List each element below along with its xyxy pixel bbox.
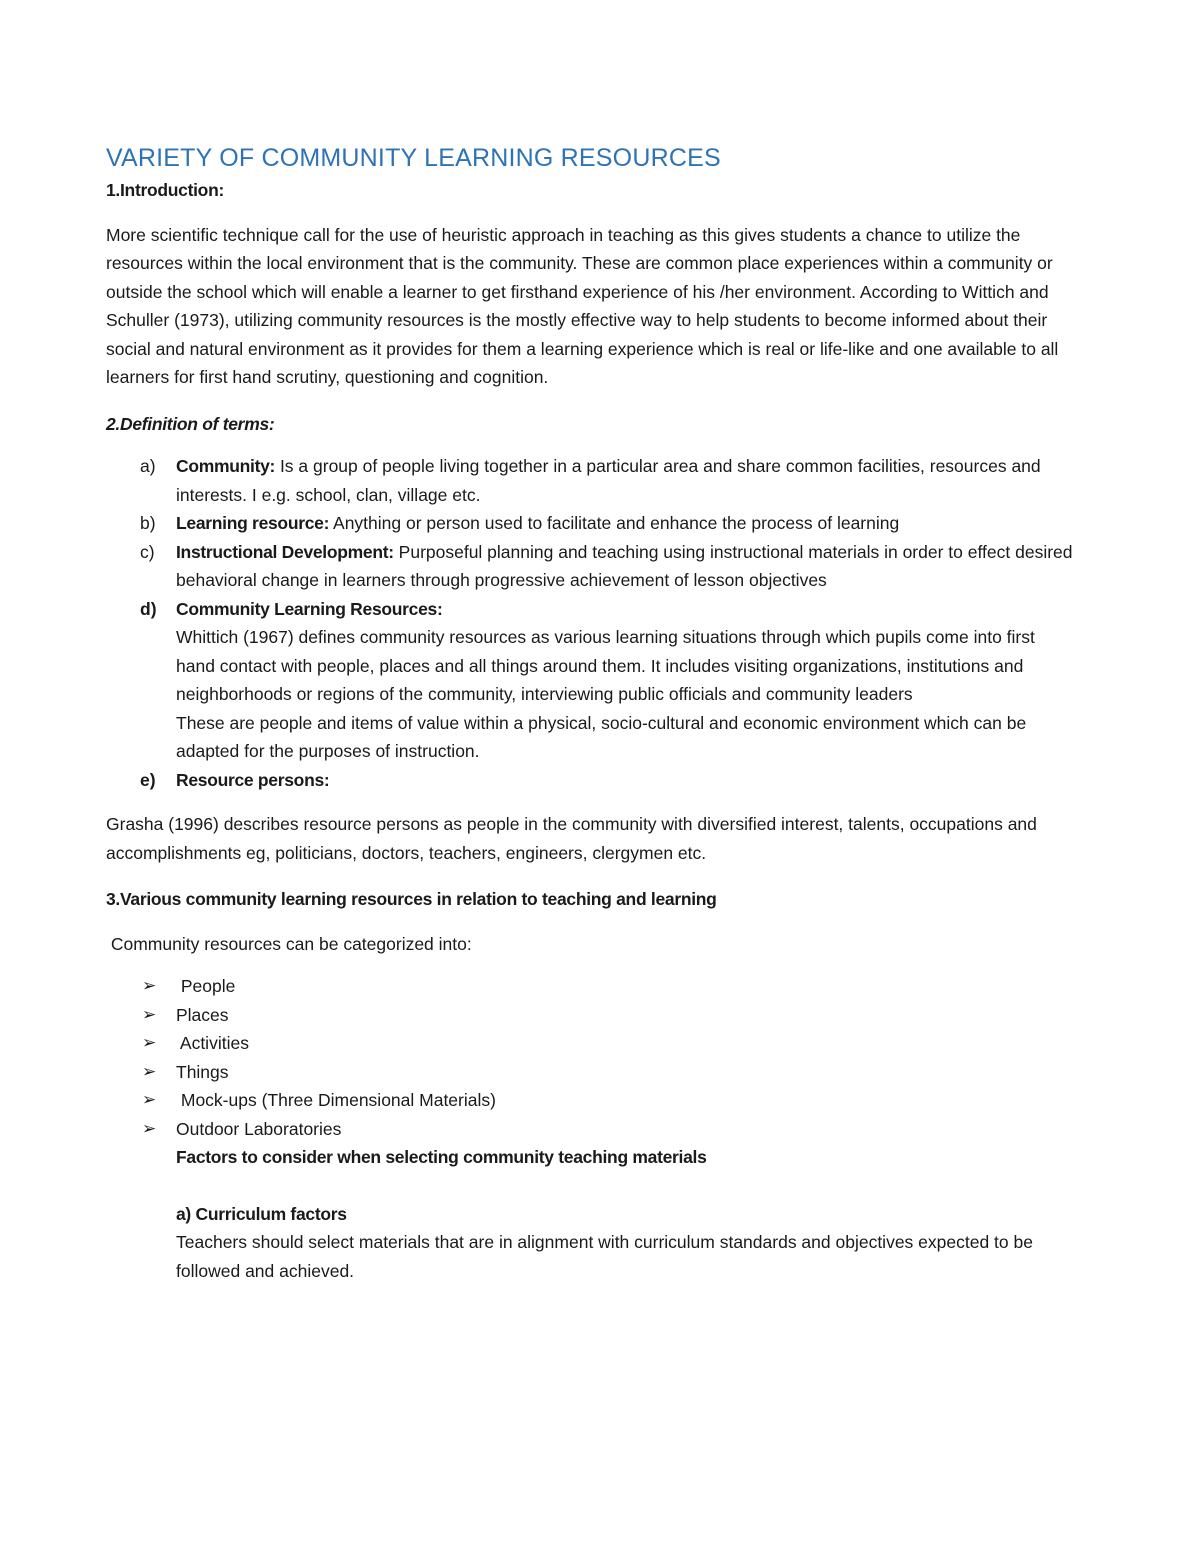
definition-text: Is a group of people living together in a particular area and share common facilities, resources and interests. I e.g. school, clan, village etc. — [176, 456, 1041, 505]
definition-item-resource-persons — [106, 766, 1076, 795]
definition-item-learning-resource — [106, 509, 1076, 538]
definition-item-community-learning-resources — [106, 595, 1076, 766]
arrowhead-bullet-icon: ➢ — [142, 1090, 157, 1109]
categories-lead: Community resources can be categorized into: — [106, 933, 472, 954]
list-marker: b) — [140, 513, 156, 533]
category-label: Outdoor Laboratories — [176, 1118, 342, 1139]
definition-term: Community: — [176, 456, 276, 476]
definitions-heading — [106, 410, 1076, 439]
factors-heading: Factors to consider when selecting community teaching materials — [176, 1147, 707, 1167]
various-resources-heading: 3.Various community learning resources in relation to teaching and learning — [106, 889, 717, 909]
definition-term: Resource persons: — [176, 769, 330, 790]
definition-paragraph: These are people and items of value within a physical, socio-cultural and economic environment which can be adapted for the purposes of instruction. — [176, 712, 1027, 761]
definition-item-community — [106, 452, 1076, 509]
arrowhead-bullet-icon: ➢ — [142, 1061, 157, 1081]
list-marker: a) — [140, 456, 156, 476]
document-page — [106, 140, 1076, 1285]
resource-persons-paragraph: Grasha (1996) describes resource persons as people in the community with diversified interest, talents, occupations and accomplishments eg, politicians, doctors, teachers, engineers, clergymen etc. — [106, 814, 1037, 863]
document-title: VARIETY OF COMMUNITY LEARNING RESOURCES — [106, 144, 721, 172]
arrowhead-bullet-icon: ➢ — [142, 976, 157, 995]
factors-section — [106, 1143, 1076, 1285]
category-label: Activities — [176, 1033, 249, 1053]
list-marker: e) — [140, 769, 156, 790]
definition-item-instructional-development — [106, 538, 1076, 595]
category-item — [106, 972, 1076, 1001]
arrowhead-bullet-icon: ➢ — [142, 1118, 157, 1138]
category-item — [106, 1086, 1076, 1115]
categories-list — [106, 972, 1076, 1143]
definition-text: Purposeful planning and teaching using instructional materials in order to effect desired behavioral change in learners through progressive achievement of lesson objectives — [176, 541, 1073, 590]
category-item — [106, 1115, 1076, 1144]
category-item — [106, 1058, 1076, 1087]
definition-text: Anything or person used to facilitate and enhance the process of learning — [329, 513, 900, 533]
category-label: People — [176, 976, 236, 996]
category-item — [106, 1029, 1076, 1058]
definition-paragraph: Whittich (1967) defines community resources as various learning situations through which pupils come into first hand contact with people, places and all things around them. It includes visiting organizations, institutions and neighborhoods or regions of the community, interviewing public officials and community leaders — [176, 627, 1035, 704]
definition-term: Instructional Development: — [176, 541, 394, 562]
category-label: Mock-ups (Three Dimensional Materials) — [176, 1090, 496, 1110]
category-item — [106, 1001, 1076, 1030]
introduction-paragraph: More scientific technique call for the use of heuristic approach in teaching as this gives students a chance to utilize the resources within the local environment that is the community. These are common place experiences within a community or outside the school which will enable a learner to get firsthand experience of his /her environment. According to Wittich and Schuller (1973), utilizing community resources is the mostly effective way to help students to become informed about their social and natural environment as it provides for them a learning experience which is real or life-like and one available to all learners for first hand scrutiny, questioning and cognition. — [106, 224, 1059, 387]
list-marker: d) — [140, 598, 157, 619]
arrowhead-bullet-icon: ➢ — [142, 1004, 157, 1024]
curriculum-factors-heading: a) Curriculum factors — [176, 1203, 347, 1224]
category-label: Things — [176, 1061, 229, 1082]
definition-term: Learning resource: — [176, 513, 330, 533]
category-label: Places — [176, 1004, 229, 1025]
curriculum-factors-paragraph: Teachers should select materials that are in alignment with curriculum standards and objectives expected to be followed and achieved. — [176, 1232, 1033, 1281]
introduction-heading: 1.Introduction: — [106, 180, 224, 200]
definition-term: Community Learning Resources: — [176, 598, 443, 619]
definitions-heading-text: 2.Definition of terms: — [106, 413, 275, 434]
definitions-list — [106, 452, 1076, 794]
list-marker: c) — [140, 541, 155, 562]
arrowhead-bullet-icon: ➢ — [142, 1033, 157, 1052]
